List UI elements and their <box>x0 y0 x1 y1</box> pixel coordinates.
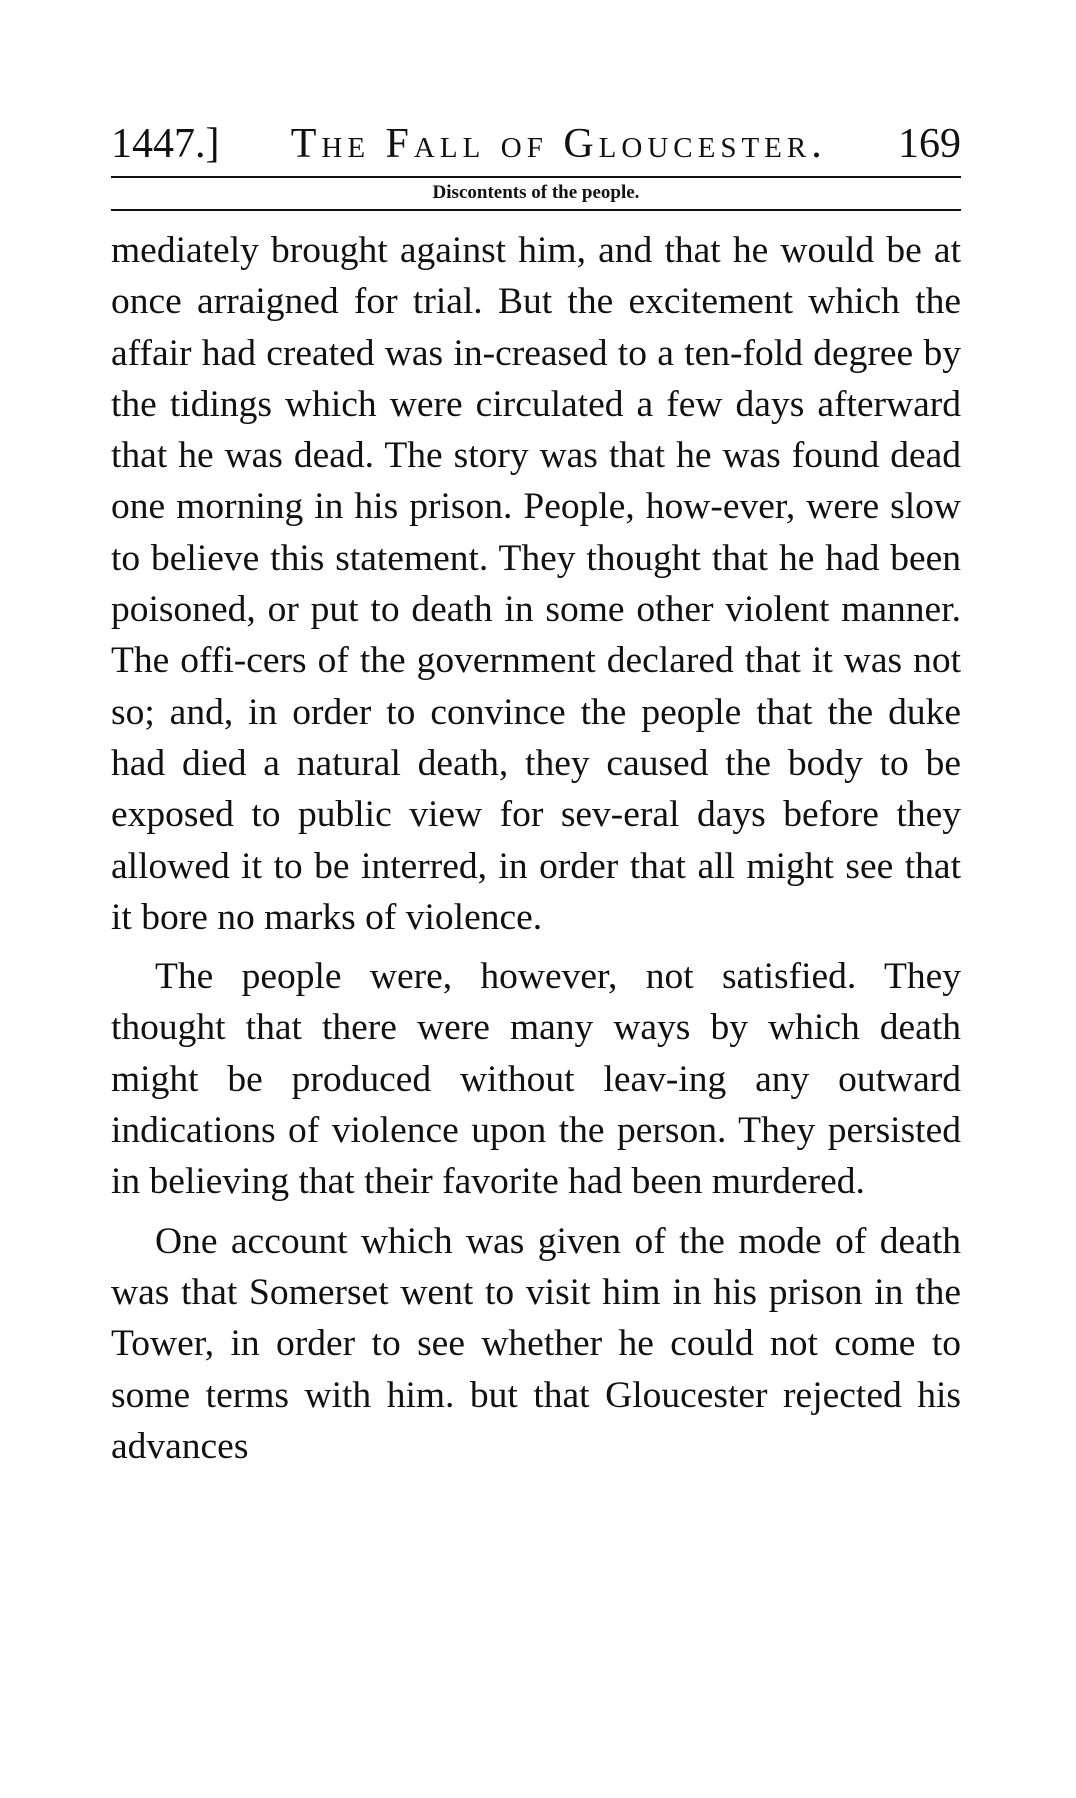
paragraph: The people were, however, not satisfied. They thought that there were many ways by which death might be produced without leav-ing any outward indications of violence upon the person. They persisted in believing that their favorite had been murdered. <box>111 956 961 1203</box>
paragraph: One account which was given of the mode of death was that Somerset went to visit him in his prison in the Tower, in order to see whether he could not come to some terms with him. but that Gloucester rejected his advances <box>111 1220 961 1467</box>
chapter-title: The Fall of Gloucester. <box>290 121 827 167</box>
page-number: 169 <box>897 121 961 167</box>
body-text <box>111 225 961 1472</box>
head-date: 1447.] <box>111 121 220 167</box>
running-head <box>111 118 961 176</box>
bottom-rule <box>111 209 961 211</box>
book-page <box>111 118 961 1472</box>
section-subheading: Discontents of the people. <box>432 182 640 203</box>
paragraph-continued: mediately brought against him, and that he would be at once arraigned for trial. But the excitement which the affair had created was in-creased to a ten-fold degree by the tidings which were circulated a few days afterward that he was dead. The story was that he was found dead one morning in his prison. People, how-ever, were slow to believe this statement. They thought that he had been poisoned, or put to death in some other violent manner. The offi-cers of the government declared that it was not so; and, in order to convince the people that the duke had died a natural death, they caused the body to be exposed to public view for sev-eral days before they allowed it to be interred, in order that all might see that it bore no marks of violence. <box>111 230 961 938</box>
